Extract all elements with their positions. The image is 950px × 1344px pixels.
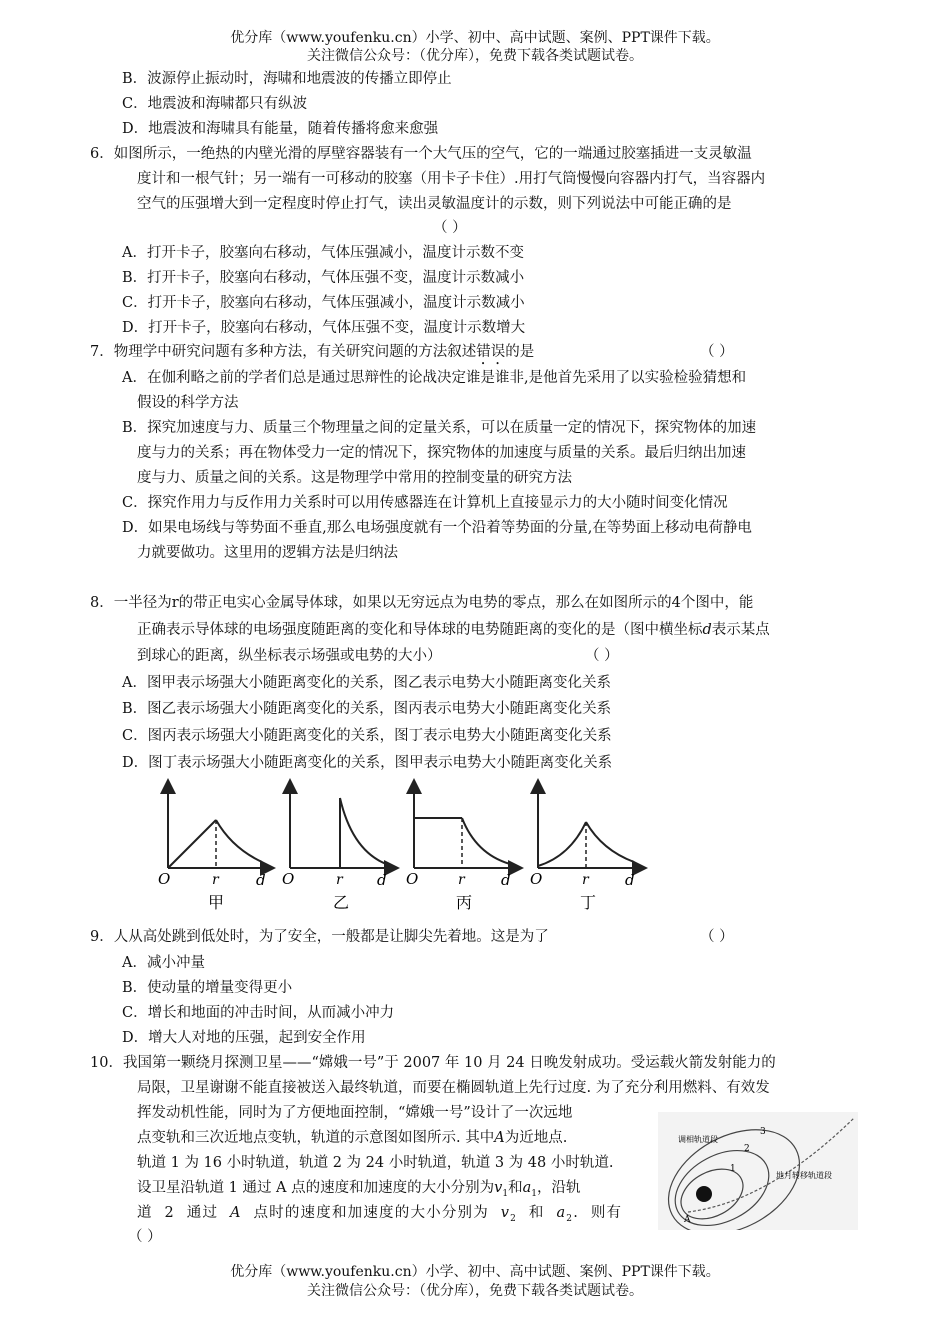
q8-var-d: d — [702, 622, 712, 638]
q8-option-a: A．图甲表示场强大小随距离变化的关系，图乙表示电势大小随距离变化关系 — [122, 675, 611, 691]
footer-line-2: 关注微信公众号：（优分库），免费下载各类试题试卷。 — [307, 1283, 643, 1299]
q8-stem-line-3: 到球心的距离，纵坐标表示场强或电势的大小） — [137, 648, 442, 664]
q10-line-4-after: 为近地点. — [504, 1130, 568, 1146]
q10-orbit-figure — [658, 1112, 858, 1230]
graph-yi-decay-curve — [340, 798, 386, 864]
graph-jia-rise-line — [168, 820, 216, 868]
q10-stem-line-1: 10．我国第一颗绕月探测卫星——“嫦娥一号”于 2007 年 10 月 24 日晚发射成功。受运载火箭发射能力的 — [90, 1055, 776, 1071]
graph-jia — [158, 786, 268, 912]
q10-line-7-sub-a: 2 — [566, 1213, 574, 1224]
orbit-point-a: A — [684, 1215, 691, 1225]
q6-option-c: C．打开卡子，胶塞向右移动，气体压强减小，温度计示数减小 — [122, 295, 525, 311]
orbit-number-2: 2 — [744, 1144, 750, 1154]
q10-line-6-a: a — [522, 1180, 532, 1196]
q6-option-a: A．打开卡子，胶塞向右移动，气体压强减小，温度计示数不变 — [122, 245, 524, 261]
earth-icon — [696, 1186, 712, 1202]
q9-option-b: B．使动量的增量变得更小 — [122, 980, 293, 996]
graph-ding-rise-curve — [538, 822, 586, 866]
q8-stem-line-2 — [137, 620, 770, 640]
q10-line-6-sub-a: 1 — [531, 1188, 537, 1199]
graph-ding-caption: 丁 — [580, 893, 597, 912]
header-line-2: 关注微信公众号：（优分库），免费下载各类试题试卷。 — [307, 48, 643, 64]
graph-bing-d-label: d — [501, 871, 511, 889]
q8-graphs — [150, 778, 650, 912]
q7-stem-emphasis: 错误 — [476, 344, 506, 360]
graph-ding-decay-curve — [586, 822, 634, 862]
header-line-1: 优分库（www.youfenku.cn）小学、初中、高中试题、案例、PPT课件下载。 — [230, 30, 720, 46]
q7-option-a-line-1: A．在伽利略之前的学者们总是通过思辩性的论战决定谁是谁非,是他首先采用了以实验检验猜想和 — [122, 370, 747, 386]
q6-stem-line-1: 6．如图所示，一绝热的内壁光滑的厚壁容器装有一个大气压的空气，它的一端通过胶塞插进一支灵敏温 — [90, 146, 752, 162]
q7-stem-before: 7．物理学中研究问题有多种方法，有关研究问题的方法叙述 — [90, 344, 477, 360]
q10-line-7-before: 道 2 通过 — [137, 1205, 219, 1221]
q10-stem-line-6 — [137, 1178, 580, 1204]
q8-stem-line-2-before: 正确表示导体球的电场强度随距离的变化和导体球的电势随距离的变化的是（图中横坐标 — [137, 622, 703, 638]
orbit-label-phase: 调相轨道段 — [678, 1135, 718, 1144]
q6-stem-line-2: 度计和一根气针；另一端有一可移动的胶塞（用卡子卡住）.用打气筒慢慢向容器内打气，当容器内 — [137, 171, 766, 187]
q10-line-6-after: ，沿轨 — [536, 1180, 581, 1196]
q7-stem — [90, 342, 534, 368]
q9-stem: 9．人从高处跳到低处时，为了安全，一般都是让脚尖先着地。这是为了 — [90, 929, 549, 945]
orbit-label-transfer: 地月转移轨道段 — [776, 1171, 832, 1180]
q10-line-6-v: v — [494, 1180, 503, 1196]
q10-line-7-and: 和 — [528, 1205, 545, 1221]
graph-yi-d-label: d — [377, 871, 387, 889]
q10-stem-line-3: 挥发动机性能，同时为了方便地面控制，“嫦娥一号”设计了一次远地 — [137, 1105, 573, 1121]
graph-jia-d-label: d — [256, 871, 266, 889]
graph-yi-r-label: r — [336, 872, 343, 888]
q8-option-c: C．图丙表示场强大小随距离变化的关系，图丁表示电势大小随距离变化关系 — [122, 728, 612, 744]
graph-yi-caption: 乙 — [333, 893, 350, 912]
q8-stem-line-2-after: 表示某点 — [711, 622, 770, 638]
q10-stem-line-2: 局限，卫星谢谢不能直接被送入最终轨道，而要在椭圆轨道上先行过度. 为了充分利用燃料、有效发 — [137, 1080, 770, 1096]
q10-line-7-mid: 点时的速度和加速度的大小分别为 — [253, 1205, 489, 1221]
graph-jia-origin: O — [158, 870, 171, 888]
q10-var-a: A — [494, 1130, 505, 1146]
q10-line-4-before: 点变轨和三次近地点变轨，轨道的示意图如图所示. 其中 — [137, 1130, 495, 1146]
q10-line-7-after: . 则有 — [573, 1205, 623, 1221]
q7-option-a-line-2: 假设的科学方法 — [137, 395, 239, 411]
q7-option-b-line-2: 度与力的关系；再在物体受力一定的情况下，探究物体的加速度与质量的关系。最后归纳出加速 — [137, 445, 746, 461]
graph-bing-decay-curve — [462, 818, 510, 864]
graph-jia-r-label: r — [212, 872, 219, 888]
q10-stem-line-4 — [137, 1128, 567, 1148]
q10-stem-line-7 — [137, 1203, 622, 1229]
graph-bing-origin: O — [406, 870, 419, 888]
q9-option-d: D．增大人对地的压强，起到安全作用 — [122, 1030, 366, 1046]
graph-yi-origin: O — [282, 870, 295, 888]
q7-option-d-line-2: 力就要做功。这里用的逻辑方法是归纳法 — [137, 545, 398, 561]
q7-option-c: C．探究作用力与反作用力关系时可以用传感器连在计算机上直接显示力的大小随时间变化情况 — [122, 495, 728, 511]
q9-answer-paren: （ ） — [700, 929, 734, 945]
q10-line-7-a: a — [556, 1205, 567, 1221]
graph-ding-d-label: d — [625, 871, 635, 889]
q7-stem-after: 的是 — [505, 344, 535, 360]
q10-line-6-before: 设卫星沿轨道 1 通过 A 点的速度和加速度的大小分别为 — [137, 1180, 495, 1196]
q6-option-d: D．打开卡子，胶塞向右移动，气体压强不变，温度计示数增大 — [122, 320, 526, 336]
q8-answer-paren: （ ） — [585, 648, 619, 664]
orbit-number-3: 3 — [760, 1127, 766, 1137]
q9-option-a: A．减小冲量 — [122, 955, 205, 971]
q10-line-6-sub-v: 1 — [502, 1188, 509, 1199]
graph-bing-r-label: r — [458, 872, 465, 888]
q8-option-b: B．图乙表示场强大小随距离变化的关系，图丙表示电势大小随距离变化关系 — [122, 701, 612, 717]
q8-stem-line-1: 8．一半径为r的带正电实心金属导体球，如果以无穷远点为电势的零点，那么在如图所示的4个图中，能 — [90, 595, 754, 611]
q9-option-c: C．增长和地面的冲击时间，从而减小冲力 — [122, 1005, 395, 1021]
q10-answer-paren: （ ） — [128, 1229, 162, 1245]
orbit-number-1: 1 — [730, 1164, 736, 1174]
q7-option-b-line-1: B．探究加速度与力、质量三个物理量之间的定量关系，可以在质量一定的情况下，探究物体的加速 — [122, 420, 757, 436]
footer-line-1: 优分库（www.youfenku.cn）小学、初中、高中试题、案例、PPT课件下载。 — [230, 1264, 720, 1280]
q8-option-d: D．图丁表示场强大小随距离变化的关系，图甲表示电势大小随距离变化关系 — [122, 755, 613, 771]
q5-option-d: D．地震波和海啸具有能量，随着传播将愈来愈强 — [122, 121, 439, 137]
q5-option-c: C．地震波和海啸都只有纵波 — [122, 96, 308, 112]
q6-answer-paren: （ ） — [433, 220, 467, 236]
graph-ding — [530, 786, 640, 912]
graph-ding-r-label: r — [582, 872, 589, 888]
graph-ding-origin: O — [530, 870, 543, 888]
q10-stem-line-5: 轨道 1 为 16 小时轨道，轨道 2 为 24 小时轨道，轨道 3 为 48 小时轨道. — [137, 1155, 614, 1171]
graph-bing-caption: 丙 — [456, 893, 473, 912]
q6-stem-line-3: 空气的压强增大到一定程度时停止打气，读出灵敏温度计的示数，则下列说法中可能正确的是 — [137, 196, 732, 212]
q10-line-6-and: 和 — [508, 1180, 523, 1196]
q10-line-7-sub-v: 2 — [510, 1213, 518, 1224]
graph-jia-caption: 甲 — [208, 893, 225, 912]
graph-jia-decay-curve — [216, 820, 262, 862]
q7-option-d-line-1: D．如果电场线与等势面不垂直,那么电场强度就有一个沿着等势面的分量,在等势面上移动电荷静电 — [122, 520, 752, 536]
graph-yi — [282, 786, 392, 912]
q6-option-b: B．打开卡子，胶塞向右移动，气体压强不变，温度计示数减小 — [122, 270, 525, 286]
q10-line-7-var: A — [229, 1205, 242, 1221]
q5-option-b: B．波源停止振动时，海啸和地震波的传播立即停止 — [122, 71, 452, 87]
q7-answer-paren: （ ） — [700, 344, 734, 360]
graph-bing — [406, 786, 516, 912]
q7-option-b-line-3: 度与力、质量之间的关系。这是物理学中常用的控制变量的研究方法 — [137, 470, 572, 486]
q10-line-7-v: v — [500, 1205, 511, 1221]
